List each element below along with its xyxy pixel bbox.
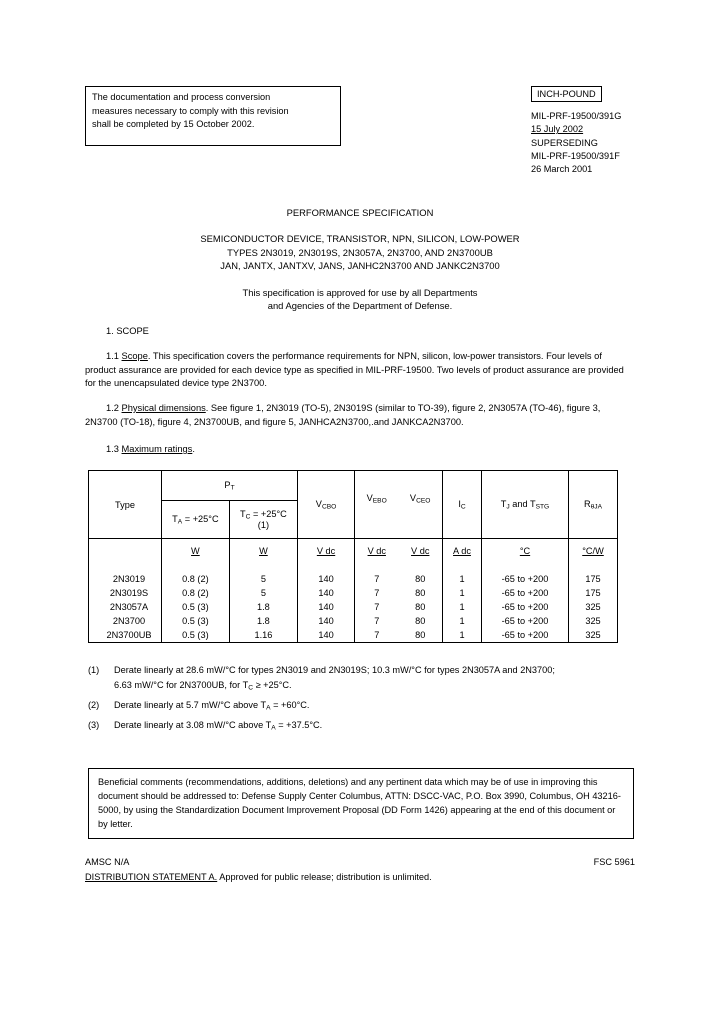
cell-type: 2N3700UB bbox=[89, 628, 162, 643]
phys-paragraph-number: 1.2 bbox=[106, 403, 119, 413]
header-vceo-subscript: CEO bbox=[416, 497, 431, 505]
header-vebo-vceo bbox=[355, 471, 443, 539]
cell-vceo: 80 bbox=[399, 614, 443, 628]
header-tj-subscript: J bbox=[506, 503, 510, 511]
cell-ic: 1 bbox=[443, 614, 482, 628]
beneficial-comments-text: Beneficial comments (recommendations, additions, deletions) and any pertinent data which may be of use in improving this document should be addressed to: Defense Supply Center Columbus, ATTN: DSCC-VAC, P.O. Box 3990, Columbus, OH 43216-5000, by using the Standardization Document Improvement Proposal (DD Form 1426) appearing at the end of this document or by letter. bbox=[98, 777, 621, 829]
header-vceo bbox=[410, 493, 430, 505]
cell-vcbo: 140 bbox=[298, 600, 355, 614]
cell-vceo: 80 bbox=[399, 572, 443, 586]
header-vcbo-symbol: V bbox=[315, 498, 322, 509]
cell-pt-ta: 0.5 (3) bbox=[162, 614, 230, 628]
superseding-label: SUPERSEDING bbox=[531, 137, 598, 148]
cell-type: 2N3057A bbox=[89, 600, 162, 614]
cell-pt-tc: 1.8 bbox=[229, 600, 297, 614]
units-ic: A dc bbox=[443, 539, 482, 573]
header-pt bbox=[162, 471, 298, 501]
header-vebo-symbol: V bbox=[366, 492, 373, 503]
specification-identification bbox=[531, 86, 711, 176]
header-tj-symbol: T bbox=[500, 498, 507, 509]
header-vcbo bbox=[298, 471, 355, 539]
scope-heading-text: 1. SCOPE bbox=[106, 326, 149, 336]
cell-temp: -65 to +200 bbox=[482, 600, 569, 614]
cell-ic: 1 bbox=[443, 628, 482, 643]
footnote-item bbox=[88, 663, 634, 696]
cell-vebo: 7 bbox=[355, 628, 399, 643]
cell-type: 2N3700 bbox=[89, 614, 162, 628]
cell-pt-tc: 1.16 bbox=[229, 628, 297, 643]
header-type: Type bbox=[89, 471, 162, 539]
header-vebo-subscript: EBO bbox=[372, 497, 387, 505]
units-pt-ta: W bbox=[162, 539, 230, 573]
header-ic-symbol: I bbox=[458, 498, 461, 509]
spec-number: MIL-PRF-19500/391G bbox=[531, 111, 622, 121]
subject-line-1: SEMICONDUCTOR DEVICE, TRANSISTOR, NPN, SILICON, LOW-POWER bbox=[200, 233, 520, 245]
cell-temp: -65 to +200 bbox=[482, 628, 569, 643]
cell-pt-ta: 0.8 (2) bbox=[162, 586, 230, 600]
cell-pt-tc: 5 bbox=[229, 572, 297, 586]
cell-rthja: 325 bbox=[569, 614, 618, 628]
header-tstg-subscript: STG bbox=[535, 503, 550, 511]
footnote-item bbox=[88, 718, 634, 736]
header-tj-and: and T bbox=[509, 498, 536, 509]
header-vebo bbox=[367, 493, 387, 505]
cell-rthja: 325 bbox=[569, 600, 618, 614]
footer-top-row bbox=[85, 855, 635, 869]
header-tc-symbol: T bbox=[240, 508, 246, 519]
table-row bbox=[89, 628, 618, 643]
footnote-item bbox=[88, 698, 634, 716]
phys-paragraph-title: Physical dimensions bbox=[121, 403, 206, 413]
maximum-ratings-paragraph: 1.3 Maximum ratings. bbox=[106, 444, 195, 454]
max-paragraph-title: Maximum ratings bbox=[121, 444, 193, 454]
cell-vceo: 80 bbox=[399, 628, 443, 643]
document-header bbox=[0, 86, 720, 186]
cell-temp: -65 to +200 bbox=[482, 586, 569, 600]
cell-pt-tc: 5 bbox=[229, 586, 297, 600]
header-ta-value: = +25°C bbox=[182, 513, 219, 524]
header-pt-symbol: P bbox=[224, 479, 231, 490]
cell-temp: -65 to +200 bbox=[482, 614, 569, 628]
cell-type: 2N3019S bbox=[89, 586, 162, 600]
units-rthja: °C/W bbox=[569, 539, 618, 573]
units-vceo: V dc bbox=[399, 539, 443, 573]
footnote-text: Derate linearly at 5.7 mW/°C above $T_A = +60^\circ C$. bbox=[114, 699, 310, 712]
maximum-ratings-table bbox=[88, 470, 618, 643]
scope-paragraph bbox=[85, 350, 633, 391]
cell-ic: 1 bbox=[443, 586, 482, 600]
revision-notice-line-1: The documentation and process conversion bbox=[92, 92, 271, 102]
header-ta-symbol: T bbox=[172, 513, 178, 524]
header-vceo-symbol: V bbox=[409, 492, 417, 503]
cell-vebo: 7 bbox=[355, 586, 399, 600]
units-vebo: V dc bbox=[355, 539, 399, 573]
header-pt-tc-condition bbox=[229, 501, 297, 539]
amsc-label: AMSC N/A bbox=[85, 857, 130, 867]
document-footer bbox=[85, 855, 635, 884]
distribution-statement bbox=[85, 870, 635, 884]
physical-dimensions-paragraph bbox=[85, 402, 633, 429]
table-footnotes bbox=[88, 663, 634, 738]
cell-rthja: 325 bbox=[569, 628, 618, 643]
cell-vebo: 7 bbox=[355, 572, 399, 586]
approval-line-2: and Agencies of the Department of Defense. bbox=[267, 300, 453, 312]
distribution-statement-label: DISTRIBUTION STATEMENT A. bbox=[85, 872, 218, 882]
header-ta-subscript: A bbox=[177, 518, 183, 526]
cell-type: 2N3019 bbox=[89, 572, 162, 586]
table-row bbox=[89, 614, 618, 628]
header-rthja-symbol: R bbox=[583, 498, 591, 509]
header-rthja bbox=[569, 471, 618, 539]
phys-paragraph-body: . See figure 1, 2N3019 (TO-5), 2N3019S (similar to TO-39), figure 2, 2N3057A (TO-46), figure 3, 2N3700 (TO-18), figure 4, 2N3700UB, and figure 5, JANHCA2N3700,.and JANKCA2N3700. bbox=[85, 403, 601, 427]
subject-lines bbox=[0, 232, 720, 272]
inch-pound-badge: INCH-POUND bbox=[531, 86, 602, 102]
units-type-blank bbox=[89, 539, 162, 573]
cell-vcbo: 140 bbox=[298, 614, 355, 628]
revision-notice-line-3: shall be completed by 15 October 2002. bbox=[92, 119, 255, 130]
table-row bbox=[89, 572, 618, 586]
cell-vceo: 80 bbox=[399, 600, 443, 614]
revision-notice-line-2: measures necessary to comply with this revision bbox=[92, 105, 289, 116]
approval-line-1: This specification is approved for use by all Departments bbox=[242, 286, 478, 298]
scope-paragraph-title: Scope bbox=[121, 351, 148, 361]
table-row bbox=[89, 600, 618, 614]
fsc-label: FSC 5961 bbox=[593, 857, 635, 867]
document-title-block bbox=[0, 206, 720, 312]
header-pt-subscript: T bbox=[230, 484, 235, 492]
table-row bbox=[89, 586, 618, 600]
footnote-number: (1) bbox=[88, 665, 100, 675]
performance-specification-heading: PERFORMANCE SPECIFICATION bbox=[286, 207, 434, 218]
units-vcbo: V dc bbox=[298, 539, 355, 573]
cell-vcbo: 140 bbox=[298, 586, 355, 600]
footnote-text: Derate linearly at 3.08 mW/°C above $T_A = +37.5^\circ C$. bbox=[114, 719, 323, 732]
footnote-1-line-2: 6.63 mW/°C for 2N3700UB, for $T_C \ge +25^\circ C$. bbox=[114, 679, 292, 692]
header-vcbo-subscript: CBO bbox=[321, 503, 337, 511]
cell-pt-ta: 0.5 (3) bbox=[162, 600, 230, 614]
scope-paragraph-number: 1.1 bbox=[106, 351, 119, 361]
spec-date: 15 July 2002 bbox=[531, 124, 584, 135]
cell-ic: 1 bbox=[443, 572, 482, 586]
cell-pt-ta: 0.8 (2) bbox=[162, 572, 230, 586]
subject-line-3: JAN, JANTX, JANTXV, JANS, JANHC2N3700 AND JANKC2N3700 bbox=[220, 260, 500, 272]
header-tj-tstg bbox=[482, 471, 569, 539]
cell-vcbo: 140 bbox=[298, 628, 355, 643]
footnote-1-line-1: Derate linearly at 28.6 mW/°C for types 2N3019 and 2N3019S; 10.3 mW/°C for types 2N3057A and 2N3700; bbox=[114, 665, 555, 675]
table-units-row bbox=[89, 539, 618, 573]
footnote-text bbox=[114, 663, 634, 696]
cell-vebo: 7 bbox=[355, 600, 399, 614]
cell-vebo: 7 bbox=[355, 614, 399, 628]
cell-ic: 1 bbox=[443, 600, 482, 614]
scope-section-heading bbox=[85, 325, 633, 339]
header-tc-subscript: C bbox=[245, 513, 251, 521]
cell-rthja: 175 bbox=[569, 572, 618, 586]
cell-temp: -65 to +200 bbox=[482, 572, 569, 586]
cell-rthja: 175 bbox=[569, 586, 618, 600]
units-temp: °C bbox=[482, 539, 569, 573]
footnote-number: (2) bbox=[88, 699, 100, 710]
approval-statement bbox=[0, 286, 720, 313]
header-pt-ta-condition bbox=[162, 501, 230, 539]
header-rthja-subscript: θJA bbox=[590, 503, 603, 511]
max-paragraph-number: 1.3 bbox=[106, 444, 119, 454]
header-tc-value: = +25°C bbox=[250, 508, 287, 519]
superseded-spec-date: 26 March 2001 bbox=[531, 164, 593, 175]
cell-pt-ta: 0.5 (3) bbox=[162, 628, 230, 643]
table-header-row-primary bbox=[89, 471, 618, 501]
subject-line-2: TYPES 2N3019, 2N3019S, 2N3057A, 2N3700, AND 2N3700UB bbox=[227, 246, 493, 258]
cell-vcbo: 140 bbox=[298, 572, 355, 586]
header-ic bbox=[443, 471, 482, 539]
beneficial-comments-box bbox=[88, 768, 634, 839]
footnote-number: (3) bbox=[88, 719, 100, 730]
header-ic-subscript: C bbox=[460, 503, 466, 511]
distribution-statement-text: Approved for public release; distribution is unlimited. bbox=[217, 872, 432, 882]
cell-pt-tc: 1.8 bbox=[229, 614, 297, 628]
revision-notice-box bbox=[85, 86, 341, 146]
units-pt-tc: W bbox=[229, 539, 297, 573]
superseded-spec-number: MIL-PRF-19500/391F bbox=[531, 150, 620, 161]
header-tc-footnote-ref: (1) bbox=[257, 520, 270, 531]
cell-vceo: 80 bbox=[399, 586, 443, 600]
scope-paragraph-body: . This specification covers the performance requirements for NPN, silicon, low-power transistors. Four levels of product assurance are provided for each device type as specified in MIL-PRF-19500. Two levels of product assurance are provided for the unencapsulated device type 2N3700. bbox=[85, 351, 624, 389]
